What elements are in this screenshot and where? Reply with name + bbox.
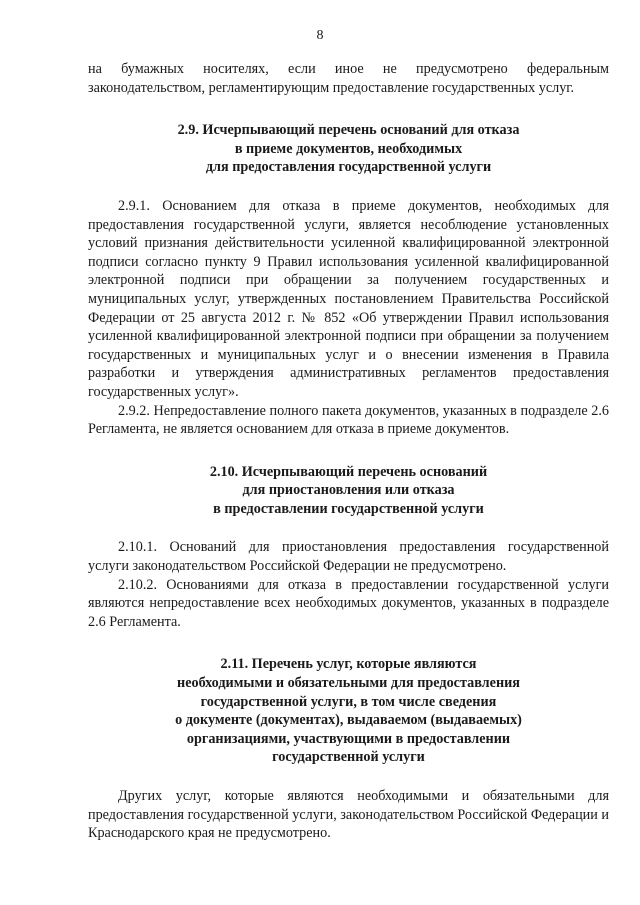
heading-line: 2.9. Исчерпывающий перечень оснований для отказа	[177, 122, 520, 139]
section-heading	[88, 655, 609, 767]
heading-line: в предоставлении государственной услуги	[213, 500, 484, 517]
heading-line: для предоставления государственной услуги	[205, 159, 492, 176]
heading-line: в приеме документов, необходимых	[234, 140, 463, 157]
intro-paragraph: на бумажных носителях, если иное не предусмотрено федеральным законодательством, регламентирующим предоставление государственных услуг.	[88, 61, 609, 96]
paragraph-2-11: Других услуг, которые являются необходимыми и обязательными для предоставления государственной услуги, законодательством Российской Федерации и Краснодарского края не предусмотрено.	[88, 788, 609, 842]
heading-line: для приостановления или отказа	[242, 482, 455, 499]
heading-line: о документе (документах), выдаваемом (выдаваемых)	[175, 712, 522, 729]
paragraph-2-10-1: 2.10.1. Оснований для приостановления предоставления государственной услуги законодательством Российской Федерации не предусмотрено.	[88, 539, 609, 575]
section-heading	[88, 121, 609, 177]
paragraph-2-9-1: 2.9.1. Основанием для отказа в приеме документов, необходимых для предоставления государственной услуги, является несоблюдение установленных условий признания действительности усиленной квалифицированной электронной подписи согласно пункту 9 Правил использования усиленной квалифицированной электронной подписи при обращении за получением государственных и муниципальных услуг, утвержденных постановлением Правительства Российской Федерации от 25 августа 2012 г. № 852 «Об утверждении Правил использования усиленной квалифицированной электронной подписи при обращении за получением государственных и муниципальных услуг и о внесении изменения в Правила разработки и утверждения административных регламентов предоставления государственных услуг».	[88, 197, 609, 400]
section-heading	[88, 463, 609, 519]
section-2-10	[88, 463, 609, 632]
heading-line: 2.10. Исчерпывающий перечень оснований	[209, 463, 488, 480]
paragraph-2-10-2: 2.10.2. Основаниями для отказа в предоставлении государственной услуги являются непредоставление всех необходимых документов, указанных в подразделе 2.6 Регламента.	[88, 576, 609, 630]
section-2-9	[88, 121, 609, 439]
heading-line: необходимыми и обязательными для предоставления	[177, 675, 520, 692]
heading-line: организациями, участвующими в предоставлении	[186, 730, 511, 747]
page-number: 8	[316, 28, 324, 43]
section-2-11	[88, 655, 609, 842]
heading-line: государственной услуги, в том числе сведения	[200, 693, 497, 710]
heading-line: 2.11. Перечень услуг, которые являются	[220, 656, 477, 673]
page-content	[88, 60, 609, 843]
paragraph-2-9-2: 2.9.2. Непредоставление полного пакета документов, указанных в подразделе 2.6 Регламента, не является основанием для отказа в приеме документов.	[88, 402, 609, 438]
heading-line: государственной услуги	[272, 749, 425, 766]
